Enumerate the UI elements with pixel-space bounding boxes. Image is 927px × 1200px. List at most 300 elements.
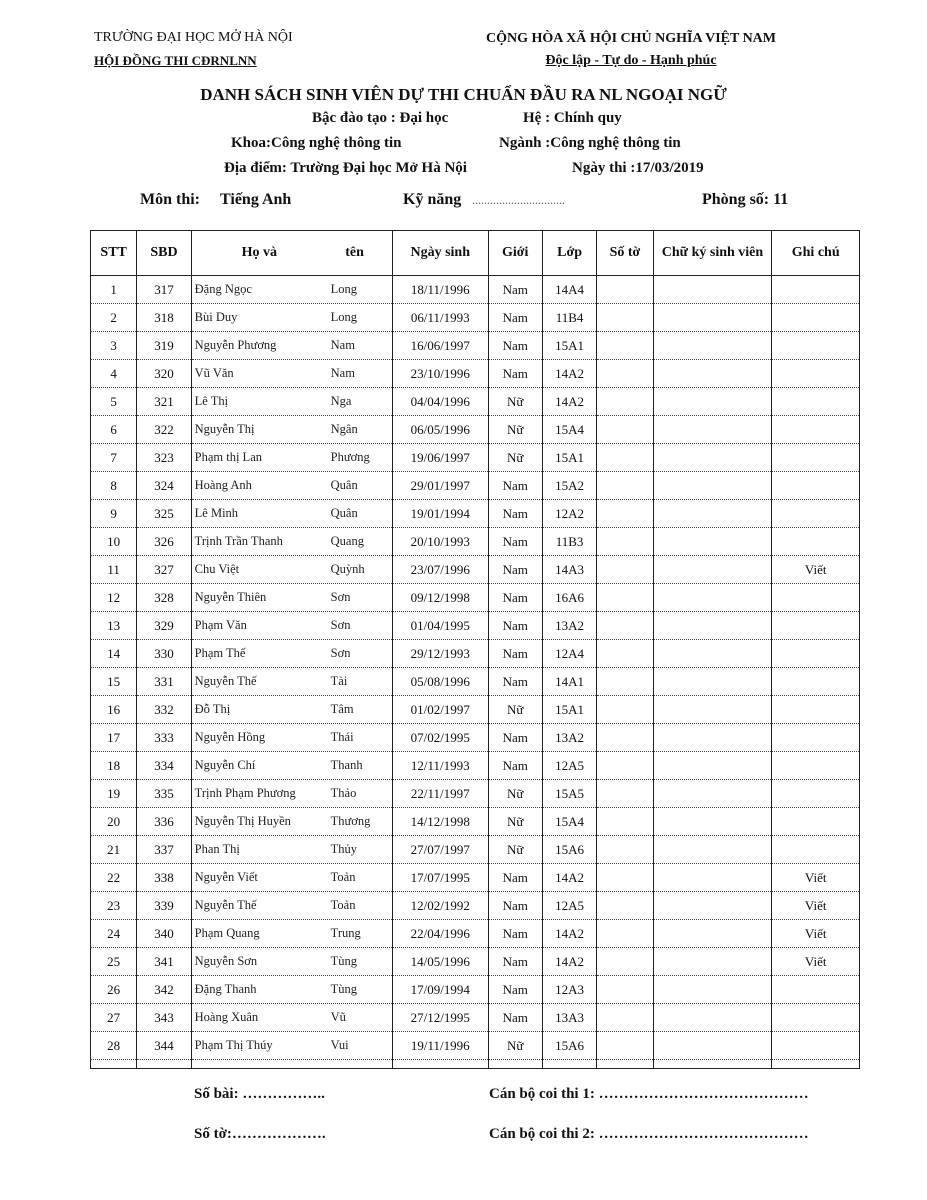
table-row xyxy=(91,556,860,584)
cell-signature xyxy=(653,640,772,668)
cell-given-name: Toản xyxy=(330,870,356,884)
cell-signature xyxy=(653,612,772,640)
skill-blank: ............................... xyxy=(472,193,565,207)
cell-birthdate: 06/11/1993 xyxy=(392,304,488,332)
table-row xyxy=(91,640,860,668)
cell-class: 15A6 xyxy=(542,1032,596,1060)
cell-gender: Nam xyxy=(488,892,542,920)
cell-class: 14A3 xyxy=(542,556,596,584)
cell-stt: 1 xyxy=(91,276,137,304)
cell-stt: 14 xyxy=(91,640,137,668)
cell-fullname xyxy=(191,668,392,696)
table-row xyxy=(91,304,860,332)
cell-birthdate: 05/08/1996 xyxy=(392,668,488,696)
cell-class: 11B4 xyxy=(542,304,596,332)
cell-sbd: 334 xyxy=(137,752,191,780)
cell-stt: 27 xyxy=(91,1004,137,1032)
cell-class: 14A2 xyxy=(542,920,596,948)
cell-surname: Hoàng Anh xyxy=(194,478,252,492)
cell-notes: Viết xyxy=(772,556,860,584)
cell-sheets xyxy=(597,752,653,780)
cell-signature xyxy=(653,864,772,892)
cell-fullname xyxy=(191,808,392,836)
cell-gender: Nam xyxy=(488,500,542,528)
cell-birthdate: 19/11/1996 xyxy=(392,1032,488,1060)
cell-notes xyxy=(772,472,860,500)
cell-fullname xyxy=(191,528,392,556)
training-level: Bậc đào tạo : Đại học xyxy=(312,110,449,126)
cell-stt: 9 xyxy=(91,500,137,528)
cell-sbd: 339 xyxy=(137,892,191,920)
header-gender: Giới xyxy=(488,231,542,276)
cell-signature xyxy=(653,276,772,304)
exam-council: HỘI ĐỒNG THI CĐRNLNN xyxy=(94,53,257,68)
cell-notes xyxy=(772,808,860,836)
table-bottom-padding xyxy=(91,1060,860,1069)
cell-sheets xyxy=(597,388,653,416)
cell-birthdate: 23/07/1996 xyxy=(392,556,488,584)
cell-sbd: 322 xyxy=(137,416,191,444)
cell-surname: Đặng Ngọc xyxy=(194,282,252,296)
school-name: TRƯỜNG ĐẠI HỌC MỞ HÀ NỘI xyxy=(94,30,293,45)
exam-date: Ngày thi :17/03/2019 xyxy=(572,160,704,176)
cell-signature xyxy=(653,836,772,864)
cell-notes xyxy=(772,360,860,388)
table-row xyxy=(91,948,860,976)
cell-surname: Phạm Quang xyxy=(194,926,260,940)
table-header-row xyxy=(91,231,860,276)
cell-gender: Nữ xyxy=(488,808,542,836)
cell-birthdate: 27/12/1995 xyxy=(392,1004,488,1032)
cell-given-name: Thương xyxy=(330,814,371,828)
padding-cell xyxy=(137,1060,191,1069)
cell-class: 12A5 xyxy=(542,892,596,920)
national-slogan: Độc lập - Tự do - Hạnh phúc xyxy=(545,53,717,68)
cell-stt: 20 xyxy=(91,808,137,836)
cell-birthdate: 29/01/1997 xyxy=(392,472,488,500)
cell-sheets xyxy=(597,724,653,752)
cell-signature xyxy=(653,556,772,584)
cell-sbd: 344 xyxy=(137,1032,191,1060)
proctor-2-signature: Cán bộ coi thi 2: …………………………………… xyxy=(489,1126,809,1142)
cell-notes xyxy=(772,276,860,304)
cell-birthdate: 29/12/1993 xyxy=(392,640,488,668)
table-row xyxy=(91,612,860,640)
cell-given-name: Long xyxy=(330,282,358,296)
cell-sheets xyxy=(597,668,653,696)
cell-gender: Nữ xyxy=(488,780,542,808)
cell-fullname xyxy=(191,948,392,976)
cell-given-name: Ngân xyxy=(330,422,358,436)
cell-birthdate: 22/11/1997 xyxy=(392,780,488,808)
subject-label: Môn thi: xyxy=(140,191,200,208)
cell-surname: Hoàng Xuân xyxy=(194,1010,259,1024)
cell-notes xyxy=(772,640,860,668)
cell-signature xyxy=(653,584,772,612)
header-ho: Họ và xyxy=(241,245,278,260)
cell-fullname xyxy=(191,304,392,332)
table-row xyxy=(91,836,860,864)
cell-fullname xyxy=(191,920,392,948)
cell-birthdate: 07/02/1995 xyxy=(392,724,488,752)
cell-signature xyxy=(653,1032,772,1060)
cell-class: 11B3 xyxy=(542,528,596,556)
cell-given-name: Quang xyxy=(330,534,364,548)
table-row xyxy=(91,864,860,892)
cell-sbd: 328 xyxy=(137,584,191,612)
cell-gender: Nam xyxy=(488,276,542,304)
cell-class: 12A2 xyxy=(542,500,596,528)
cell-given-name: Tùng xyxy=(330,982,358,996)
cell-signature xyxy=(653,500,772,528)
table-row xyxy=(91,444,860,472)
cell-sbd: 329 xyxy=(137,612,191,640)
cell-birthdate: 27/07/1997 xyxy=(392,836,488,864)
cell-fullname xyxy=(191,416,392,444)
sheet-count: Số tờ:………………. xyxy=(194,1126,326,1142)
cell-surname: Lê Minh xyxy=(194,506,239,520)
cell-stt: 18 xyxy=(91,752,137,780)
header-class: Lớp xyxy=(542,231,596,276)
cell-stt: 12 xyxy=(91,584,137,612)
cell-surname: Nguyễn Thiên xyxy=(194,590,267,604)
cell-signature xyxy=(653,1004,772,1032)
header-sbd: SBD xyxy=(137,231,191,276)
cell-sheets xyxy=(597,864,653,892)
cell-sbd: 318 xyxy=(137,304,191,332)
cell-gender: Nam xyxy=(488,920,542,948)
cell-given-name: Vũ xyxy=(330,1010,346,1024)
cell-given-name: Nam xyxy=(330,366,355,380)
document-title: DANH SÁCH SINH VIÊN DỰ THI CHUẨN ĐẦU RA NL NGOẠI NGỮ xyxy=(200,85,727,104)
cell-given-name: Sơn xyxy=(330,646,351,660)
cell-sbd: 320 xyxy=(137,360,191,388)
cell-surname: Phạm Thế xyxy=(194,646,246,660)
cell-sbd: 327 xyxy=(137,556,191,584)
cell-birthdate: 12/02/1992 xyxy=(392,892,488,920)
cell-surname: Nguyễn Thế xyxy=(194,674,257,688)
subject-value: Tiếng Anh xyxy=(220,191,292,208)
cell-sheets xyxy=(597,416,653,444)
cell-notes xyxy=(772,668,860,696)
cell-surname: Nguyễn Hồng xyxy=(194,730,266,744)
cell-sheets xyxy=(597,528,653,556)
cell-gender: Nữ xyxy=(488,696,542,724)
padding-cell xyxy=(191,1060,392,1069)
cell-stt: 28 xyxy=(91,1032,137,1060)
cell-fullname xyxy=(191,724,392,752)
table-row xyxy=(91,780,860,808)
cell-fullname xyxy=(191,640,392,668)
cell-notes xyxy=(772,752,860,780)
cell-class: 13A2 xyxy=(542,612,596,640)
cell-gender: Nam xyxy=(488,724,542,752)
cell-class: 12A5 xyxy=(542,752,596,780)
cell-class: 16A6 xyxy=(542,584,596,612)
cell-given-name: Phương xyxy=(330,450,370,464)
cell-sheets xyxy=(597,276,653,304)
cell-sheets xyxy=(597,808,653,836)
cell-given-name: Sơn xyxy=(330,590,351,604)
cell-given-name: Thủy xyxy=(330,842,358,856)
cell-given-name: Sơn xyxy=(330,618,351,632)
cell-gender: Nam xyxy=(488,976,542,1004)
cell-sheets xyxy=(597,500,653,528)
cell-surname: Nguyễn Sơn xyxy=(194,954,258,968)
cell-class: 15A2 xyxy=(542,472,596,500)
cell-fullname xyxy=(191,612,392,640)
cell-fullname xyxy=(191,864,392,892)
cell-sbd: 340 xyxy=(137,920,191,948)
cell-fullname xyxy=(191,388,392,416)
cell-fullname xyxy=(191,472,392,500)
cell-gender: Nam xyxy=(488,584,542,612)
cell-fullname xyxy=(191,444,392,472)
cell-fullname xyxy=(191,780,392,808)
cell-given-name: Quỳnh xyxy=(330,562,365,576)
header-stt: STT xyxy=(91,231,137,276)
cell-sbd: 332 xyxy=(137,696,191,724)
cell-gender: Nam xyxy=(488,640,542,668)
cell-surname: Nguyễn Thế xyxy=(194,898,257,912)
cell-given-name: Tài xyxy=(330,674,348,688)
cell-signature xyxy=(653,696,772,724)
table-row xyxy=(91,1032,860,1060)
cell-notes: Viết xyxy=(772,948,860,976)
cell-given-name: Tùng xyxy=(330,954,358,968)
cell-stt: 6 xyxy=(91,416,137,444)
cell-notes xyxy=(772,584,860,612)
table-row xyxy=(91,276,860,304)
cell-given-name: Thanh xyxy=(330,758,363,772)
cell-signature xyxy=(653,472,772,500)
cell-surname: Nguyễn Chí xyxy=(194,758,256,772)
table-row xyxy=(91,332,860,360)
cell-stt: 26 xyxy=(91,976,137,1004)
cell-stt: 4 xyxy=(91,360,137,388)
cell-fullname xyxy=(191,752,392,780)
cell-signature xyxy=(653,780,772,808)
cell-surname: Lê Thị xyxy=(194,394,229,408)
cell-signature xyxy=(653,808,772,836)
cell-sheets xyxy=(597,1004,653,1032)
cell-gender: Nam xyxy=(488,332,542,360)
cell-sbd: 317 xyxy=(137,276,191,304)
padding-cell xyxy=(488,1060,542,1069)
cell-signature xyxy=(653,388,772,416)
proctor-1-signature: Cán bộ coi thi 1: …………………………………… xyxy=(489,1086,809,1102)
cell-surname: Đỗ Thị xyxy=(194,702,231,716)
cell-signature xyxy=(653,528,772,556)
cell-stt: 11 xyxy=(91,556,137,584)
cell-birthdate: 19/01/1994 xyxy=(392,500,488,528)
cell-sheets xyxy=(597,1032,653,1060)
cell-class: 15A1 xyxy=(542,444,596,472)
cell-stt: 8 xyxy=(91,472,137,500)
table-row xyxy=(91,668,860,696)
cell-signature xyxy=(653,892,772,920)
cell-birthdate: 16/06/1997 xyxy=(392,332,488,360)
table-row xyxy=(91,1004,860,1032)
cell-sbd: 323 xyxy=(137,444,191,472)
cell-signature xyxy=(653,332,772,360)
cell-signature xyxy=(653,360,772,388)
cell-class: 12A3 xyxy=(542,976,596,1004)
exam-location: Địa điểm: Trường Đại học Mở Hà Nội xyxy=(224,160,467,176)
cell-sbd: 335 xyxy=(137,780,191,808)
cell-sbd: 342 xyxy=(137,976,191,1004)
cell-sheets xyxy=(597,584,653,612)
cell-notes xyxy=(772,696,860,724)
cell-class: 14A2 xyxy=(542,388,596,416)
cell-fullname xyxy=(191,1032,392,1060)
table-row xyxy=(91,752,860,780)
cell-birthdate: 14/05/1996 xyxy=(392,948,488,976)
cell-sheets xyxy=(597,920,653,948)
cell-sheets xyxy=(597,556,653,584)
cell-surname: Đặng Thanh xyxy=(194,982,257,996)
cell-fullname xyxy=(191,332,392,360)
cell-gender: Nam xyxy=(488,752,542,780)
cell-surname: Trịnh Trần Thanh xyxy=(194,534,283,548)
cell-birthdate: 23/10/1996 xyxy=(392,360,488,388)
cell-signature xyxy=(653,752,772,780)
cell-fullname xyxy=(191,500,392,528)
padding-cell xyxy=(542,1060,596,1069)
cell-sbd: 331 xyxy=(137,668,191,696)
cell-stt: 22 xyxy=(91,864,137,892)
cell-notes: Viết xyxy=(772,864,860,892)
cell-given-name: Tâm xyxy=(330,702,354,716)
cell-notes: Viết xyxy=(772,892,860,920)
cell-birthdate: 18/11/1996 xyxy=(392,276,488,304)
cell-signature xyxy=(653,668,772,696)
padding-cell xyxy=(91,1060,137,1069)
cell-notes: Viết xyxy=(772,920,860,948)
cell-notes xyxy=(772,528,860,556)
cell-signature xyxy=(653,920,772,948)
cell-class: 15A1 xyxy=(542,332,596,360)
cell-sheets xyxy=(597,836,653,864)
cell-gender: Nam xyxy=(488,668,542,696)
cell-given-name: Toản xyxy=(330,898,356,912)
cell-given-name: Nam xyxy=(330,338,355,352)
cell-birthdate: 14/12/1998 xyxy=(392,808,488,836)
cell-given-name: Long xyxy=(330,310,358,324)
cell-notes xyxy=(772,724,860,752)
cell-sbd: 321 xyxy=(137,388,191,416)
cell-birthdate: 20/10/1993 xyxy=(392,528,488,556)
cell-sbd: 326 xyxy=(137,528,191,556)
table-row xyxy=(91,892,860,920)
student-roster-table xyxy=(90,230,860,1069)
cell-stt: 2 xyxy=(91,304,137,332)
cell-birthdate: 12/11/1993 xyxy=(392,752,488,780)
cell-birthdate: 09/12/1998 xyxy=(392,584,488,612)
cell-gender: Nam xyxy=(488,556,542,584)
training-system: Hệ : Chính quy xyxy=(523,110,622,126)
cell-surname: Phạm Văn xyxy=(194,618,247,632)
cell-class: 13A3 xyxy=(542,1004,596,1032)
header-signature: Chữ ký sinh viên xyxy=(653,231,772,276)
cell-birthdate: 22/04/1996 xyxy=(392,920,488,948)
cell-class: 15A6 xyxy=(542,836,596,864)
cell-stt: 3 xyxy=(91,332,137,360)
cell-notes xyxy=(772,416,860,444)
room-number: Phòng số: 11 xyxy=(702,191,789,208)
padding-cell xyxy=(597,1060,653,1069)
cell-gender: Nữ xyxy=(488,444,542,472)
cell-stt: 10 xyxy=(91,528,137,556)
cell-notes xyxy=(772,444,860,472)
cell-class: 14A2 xyxy=(542,360,596,388)
cell-stt: 25 xyxy=(91,948,137,976)
cell-class: 13A2 xyxy=(542,724,596,752)
table-row xyxy=(91,472,860,500)
major: Ngành :Công nghệ thông tin xyxy=(499,135,681,151)
cell-sheets xyxy=(597,472,653,500)
table-row xyxy=(91,584,860,612)
header-ten: tên xyxy=(345,245,364,260)
submission-count: Số bài: …………….. xyxy=(194,1086,325,1102)
cell-signature xyxy=(653,948,772,976)
cell-given-name: Trung xyxy=(330,926,361,940)
cell-surname: Bùi Duy xyxy=(194,310,238,324)
cell-gender: Nam xyxy=(488,304,542,332)
cell-gender: Nữ xyxy=(488,1032,542,1060)
cell-class: 14A4 xyxy=(542,276,596,304)
cell-fullname xyxy=(191,696,392,724)
cell-notes xyxy=(772,612,860,640)
cell-sheets xyxy=(597,332,653,360)
cell-sheets xyxy=(597,612,653,640)
cell-gender: Nữ xyxy=(488,388,542,416)
cell-fullname xyxy=(191,836,392,864)
cell-sheets xyxy=(597,976,653,1004)
cell-sbd: 325 xyxy=(137,500,191,528)
cell-surname: Chu Việt xyxy=(194,562,240,576)
table-row xyxy=(91,416,860,444)
cell-surname: Vũ Văn xyxy=(194,366,234,380)
cell-fullname xyxy=(191,892,392,920)
padding-cell xyxy=(653,1060,772,1069)
header-sheets: Số tờ xyxy=(597,231,653,276)
cell-class: 15A4 xyxy=(542,416,596,444)
cell-notes xyxy=(772,836,860,864)
cell-class: 15A5 xyxy=(542,780,596,808)
table-row xyxy=(91,920,860,948)
table-row xyxy=(91,696,860,724)
cell-sbd: 343 xyxy=(137,1004,191,1032)
cell-given-name: Thái xyxy=(330,730,354,744)
cell-birthdate: 17/09/1994 xyxy=(392,976,488,1004)
cell-surname: Nguyễn Phương xyxy=(194,338,277,352)
cell-signature xyxy=(653,416,772,444)
cell-gender: Nam xyxy=(488,528,542,556)
cell-birthdate: 17/07/1995 xyxy=(392,864,488,892)
cell-stt: 5 xyxy=(91,388,137,416)
cell-fullname xyxy=(191,584,392,612)
cell-birthdate: 01/02/1997 xyxy=(392,696,488,724)
cell-signature xyxy=(653,724,772,752)
cell-class: 14A2 xyxy=(542,864,596,892)
padding-cell xyxy=(772,1060,860,1069)
cell-stt: 19 xyxy=(91,780,137,808)
cell-sbd: 338 xyxy=(137,864,191,892)
cell-notes xyxy=(772,1004,860,1032)
cell-surname: Nguyễn Thị Huyền xyxy=(194,814,291,828)
cell-surname: Phan Thị xyxy=(194,842,240,856)
